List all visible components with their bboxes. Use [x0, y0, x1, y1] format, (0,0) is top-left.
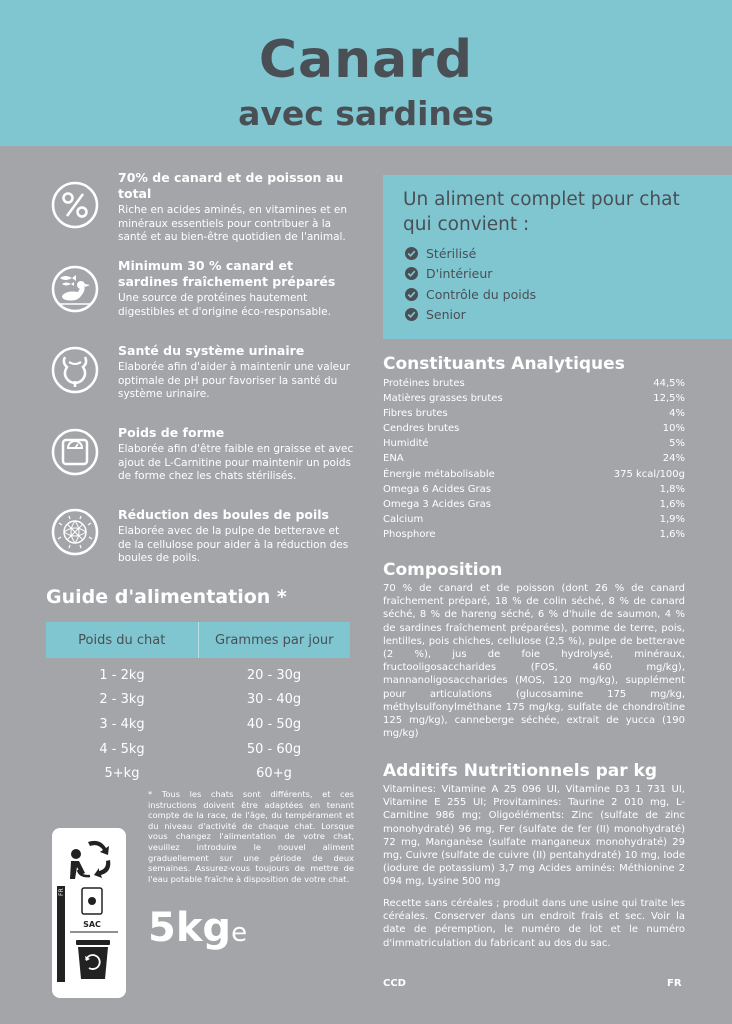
- composition-text: 70 % de canard et de poisson (dont 26 % de canard fraîchement préparé, 18 % de colin séché, 8 % de canard séché, 8 % de hareng séché, 6 % d'huile de saumon, 4 % de sardines fraîchement préparées), pomme de terre, pois, lentilles, pois chiches, cellulose (2,5 %), pulpe de betterave (2 %), jus de foie hydrolysé, minéraux, fructooligosaccharides (FOS, 460 mg/kg), mannanoligosaccharides (MOS, 120 mg/kg), supplément pour articulations (glucosamine 175 mg/kg, méthylsulfonylméthane 175 mg/kg, sulfate de chondroïtine 125 mg/kg), canneberge séchée, extrait de yucca (190 mg/kg): [383, 583, 685, 740]
- table-row: [383, 408, 685, 423]
- cat-weight-cell: 2 - 3kg: [99, 692, 145, 708]
- feature-description: Elaborée avec de la pulpe de betterave et de la cellulose pour aider à la réduction des boules de poils.: [118, 525, 349, 564]
- constituent-value: 1,8%: [659, 483, 685, 495]
- column-header-cat-weight: Poids du chat: [46, 622, 199, 658]
- feature-title: 70% de canard et de poisson au total: [118, 170, 344, 201]
- constituent-value: 44,5%: [653, 378, 685, 389]
- cat-weight-cell: 5+kg: [104, 766, 140, 782]
- product-subtitle: avec sardines: [238, 94, 494, 133]
- grams-cell: 40 - 50g: [246, 716, 302, 732]
- list-item: [405, 305, 536, 326]
- trash-bin-icon: [76, 940, 110, 979]
- list-item: [405, 264, 536, 285]
- table-row: [46, 761, 350, 786]
- constituent-value: 1,9%: [659, 513, 685, 525]
- list-item: [405, 284, 536, 305]
- scale-icon: [50, 427, 100, 477]
- constituent-name: Fibres brutes: [383, 408, 448, 420]
- storage-notice: Recette sans céréales ; produit dans une usine qui traite les céréales. Conserver dans un endroit frais et sec. Voir la date de péremption, le numéro de lot et le numéro d'immatriculation du fabricant au dos du sac.: [383, 898, 685, 949]
- suitability-label: D'intérieur: [426, 266, 493, 282]
- table-row: [46, 712, 350, 737]
- constituent-value: 1,6%: [659, 498, 685, 510]
- feature-title: Réduction des boules de poils: [118, 507, 329, 522]
- cat-weight-cell: 3 - 4kg: [99, 716, 145, 732]
- constituent-value: 12,5%: [653, 393, 685, 405]
- constituent-value: 1,6%: [659, 528, 685, 540]
- percent-icon: [50, 180, 100, 230]
- table-row: [383, 453, 685, 468]
- table-row: [383, 514, 685, 529]
- table-row: [383, 484, 685, 499]
- constituent-value: 375 kcal/100g: [613, 468, 685, 480]
- feature-description: Une source de protéines hautement digestibles et d'origine éco-responsable.: [118, 292, 331, 318]
- table-row: [383, 469, 685, 484]
- constituent-value: 5%: [669, 438, 685, 450]
- bladder-icon: [50, 345, 100, 395]
- table-header: [46, 622, 350, 658]
- feature-description: Elaborée afin d'aider à maintenir une valeur optimale de pH pour favoriser la santé du système urinaire.: [118, 361, 351, 400]
- feature-title: Santé du système urinaire: [118, 343, 305, 358]
- constituent-value: 4%: [669, 408, 685, 420]
- table-row: [383, 378, 685, 393]
- sac-label: SAC: [83, 920, 101, 929]
- grams-cell: 50 - 60g: [246, 741, 302, 757]
- estimated-sign: e: [231, 918, 248, 948]
- footer-country: FR: [667, 978, 682, 989]
- check-circle-icon: [405, 288, 418, 301]
- complete-food-title: Un aliment complet pour chat qui convient :: [403, 189, 680, 235]
- constituent-name: ENA: [383, 453, 404, 465]
- constituent-name: Omega 6 Acides Gras: [383, 483, 491, 495]
- complete-food-box: [383, 175, 732, 339]
- table-row: [383, 423, 685, 438]
- product-title: Canard: [258, 30, 474, 90]
- feature-title: Minimum 30 % canard et sardines fraîchement préparés: [118, 258, 336, 289]
- constituent-name: Cendres brutes: [383, 423, 460, 435]
- check-circle-icon: [405, 308, 418, 321]
- suitability-label: Contrôle du poids: [426, 286, 537, 302]
- cat-weight-cell: 4 - 5kg: [99, 741, 145, 757]
- constituent-name: Phosphore: [383, 528, 436, 540]
- constituent-value: 24%: [662, 453, 685, 465]
- constituent-name: Calcium: [383, 513, 424, 525]
- analytics-table: [383, 378, 685, 544]
- constituent-name: Énergie métabolisable: [383, 468, 495, 480]
- constituent-name: Protéines brutes: [383, 378, 465, 389]
- table-row: [46, 688, 350, 713]
- feature-description: Elaborée afin d'être faible en graisse et avec ajout de L-Carnitine pour maintenir un poids de forme chez les chats stérilisés.: [118, 443, 354, 482]
- feeding-guide-table: [46, 622, 350, 786]
- cat-weight-cell: 1 - 2kg: [99, 667, 145, 683]
- recycling-panel: [52, 828, 126, 998]
- net-weight-value: 5kg: [148, 905, 232, 951]
- additives-text: Vitamines: Vitamine A 25 096 UI, Vitamine D3 1 731 UI, Vitamine E 255 UI; Provitamines: Taurine 2 010 mg, L-Carnitine 986 mg; Oligoéléments: Zinc (sulfate de zinc monohydraté) 96 mg, Fer (sulfate de fer (II) monohydraté) 72 mg, Manganèse (sulfate manganeux monohydraté) 29 mg, Cuivre (sulfate de cuivre (II) pentahydraté) 10 mg, Iode (iodure de potassium) 3,7 mg Acides aminés: Méthionine 2 094 mg, Lysine 500 mg: [383, 784, 685, 888]
- grams-cell: 30 - 40g: [246, 692, 302, 708]
- column-header-grams-per-day: Grammes par jour: [215, 632, 334, 648]
- feature-description: Riche en acides aminés, en vitamines et en minéraux essentiels pour contribuer à la santé et au bien-être quotidien de l'animal.: [118, 204, 348, 243]
- check-circle-icon: [405, 267, 418, 280]
- triman-icon: [70, 841, 110, 879]
- table-row: [46, 737, 350, 762]
- net-weight: [148, 905, 247, 951]
- suitability-label: Senior: [426, 307, 466, 323]
- fr-label: FR: [58, 888, 65, 896]
- check-circle-icon: [405, 247, 418, 260]
- hairball-icon: [50, 507, 100, 557]
- constituent-name: Omega 3 Acides Gras: [383, 498, 491, 510]
- footer-code: CCD: [383, 978, 406, 989]
- duck-fish-icon: [50, 264, 100, 314]
- constituent-value: 10%: [662, 423, 685, 435]
- table-row: [383, 438, 685, 453]
- feeding-footnote: * Tous les chats sont différents, et ces instructions doivent être adaptées en tenant compte de la race, de l'âge, du tempérament et du niveau d'activité de chaque chat. Lorsque vous changez l'alimentation de votre chat, veuillez introduire le nouvel aliment graduellement sur une période de deux semaines. Assurez-vous toujours de mettre de l'eau potable fraîche à disposition de votre chat.: [148, 789, 354, 884]
- table-row: [46, 663, 350, 688]
- grams-cell: 60+g: [256, 766, 292, 782]
- table-row: [383, 529, 685, 544]
- table-row: [383, 499, 685, 514]
- composition-title: Composition: [383, 560, 503, 580]
- constituent-name: Matières grasses brutes: [383, 393, 503, 405]
- constituent-name: Humidité: [383, 438, 429, 450]
- grams-cell: 20 - 30g: [246, 667, 302, 683]
- feature-title: Poids de forme: [118, 425, 225, 440]
- list-item: [405, 243, 536, 264]
- feeding-guide-title: Guide d'alimentation *: [46, 586, 287, 608]
- suitability-list: [405, 243, 536, 325]
- fr-badge: [57, 886, 65, 982]
- additives-title: Additifs Nutritionnels par kg: [383, 761, 658, 781]
- suitability-label: Stérilisé: [426, 245, 477, 261]
- analytics-title: Constituants Analytiques: [383, 354, 625, 374]
- table-row: [383, 393, 685, 408]
